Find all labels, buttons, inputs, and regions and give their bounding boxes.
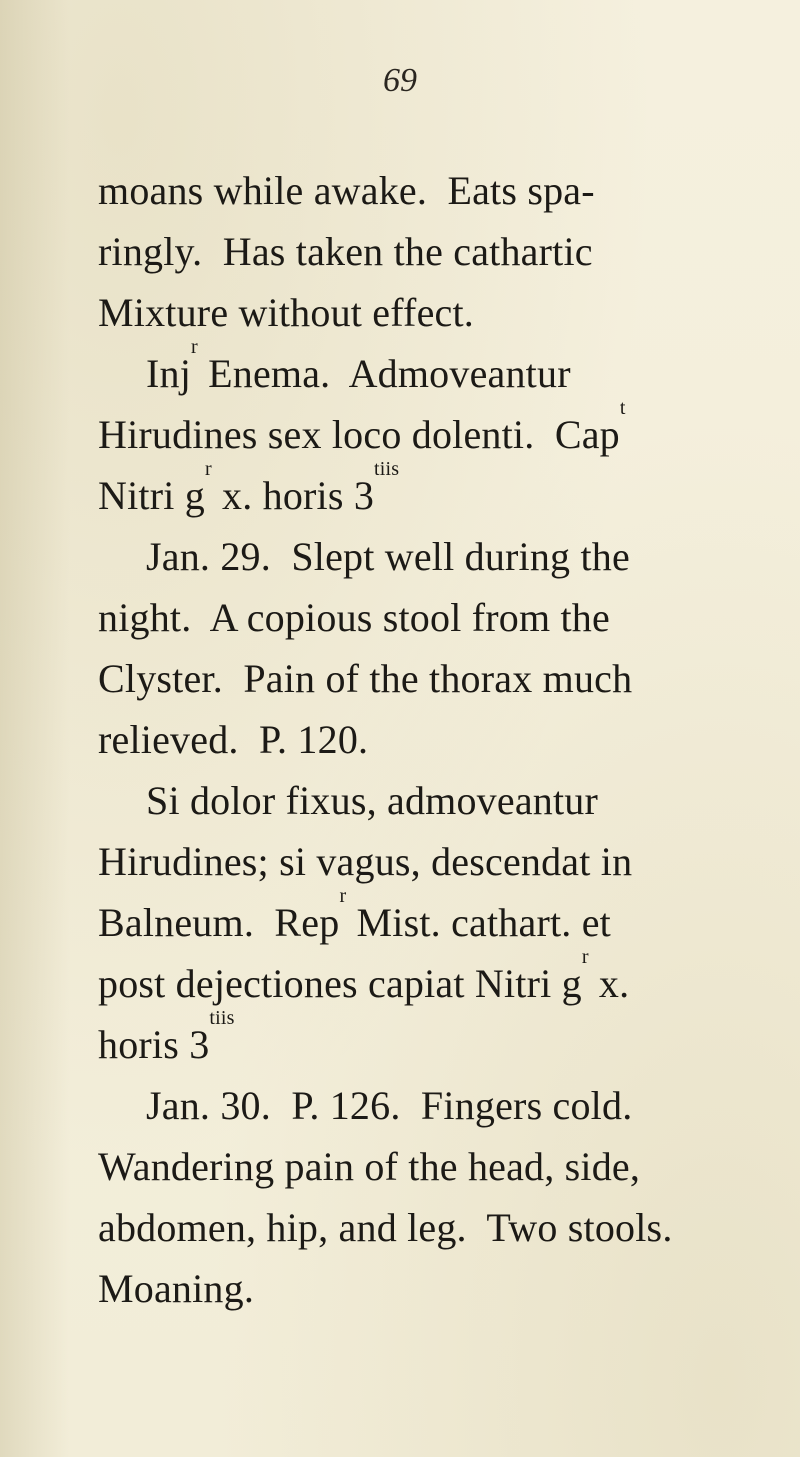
text-segment: night. A copious stool from the (98, 595, 610, 640)
text-segment: Moaning. (98, 1266, 255, 1311)
text-line (98, 221, 698, 282)
text-segment: Hirudines sex loco dolenti. Cap (98, 412, 620, 457)
text-segment: ringly. Has taken the cathartic (98, 229, 593, 274)
text-segment: Jan. 30. P. 126. Fingers cold. (146, 1083, 633, 1128)
text-line (98, 709, 698, 770)
text-line (98, 770, 698, 831)
text-segment: Si dolor fixus, admoveantur (146, 778, 599, 823)
superscript-abbrev: r (581, 946, 589, 968)
text-segment: Mist. cathart. et (346, 900, 611, 945)
text-segment: x. (588, 961, 630, 1006)
text-segment: x. horis 3 (211, 473, 375, 518)
text-line (98, 397, 698, 465)
text-segment: Mixture without effect. (98, 290, 474, 335)
text-segment: Balneum. Rep (98, 900, 340, 945)
text-segment: Inj (146, 351, 192, 396)
text-segment: moans while awake. Eats spa- (98, 168, 595, 213)
superscript-abbrev: r (339, 885, 347, 907)
text-line (98, 648, 698, 709)
text-segment: relieved. P. 120. (98, 717, 369, 762)
text-segment: Enema. Admoveantur (197, 351, 571, 396)
text-segment: Clyster. Pain of the thorax much (98, 656, 633, 701)
text-segment: Jan. 29. Slept well during the (146, 534, 630, 579)
text-line (98, 587, 698, 648)
text-line (98, 1197, 698, 1258)
text-segment: abdomen, hip, and leg. Two stools. (98, 1205, 673, 1250)
superscript-abbrev: r (191, 336, 198, 358)
text-segment: horis 3 (98, 1022, 210, 1067)
text-line (98, 526, 698, 587)
text-line (98, 946, 698, 1014)
superscript-abbrev: tiis (374, 458, 400, 480)
text-line (98, 1258, 698, 1319)
text-line (98, 831, 698, 892)
superscript-abbrev: tiis (209, 1007, 235, 1029)
text-line (98, 458, 698, 526)
text-line (98, 1075, 698, 1136)
superscript-abbrev: t (619, 397, 626, 419)
text-line (98, 1136, 698, 1197)
page-body-text (98, 160, 698, 1319)
text-line (98, 336, 698, 404)
text-segment: post dejectiones capiat Nitri g (98, 961, 582, 1006)
text-segment: Nitri g (98, 473, 205, 518)
text-line (98, 885, 698, 953)
text-segment: Wandering pain of the head, side, (98, 1144, 641, 1189)
text-line (98, 1007, 698, 1075)
text-segment: Hirudines; si vagus, descendat in (98, 839, 633, 884)
text-line (98, 160, 698, 221)
superscript-abbrev: r (204, 458, 212, 480)
page-number: 69 (383, 62, 417, 99)
text-line (98, 282, 698, 343)
page-edge-shadow (0, 0, 70, 1457)
